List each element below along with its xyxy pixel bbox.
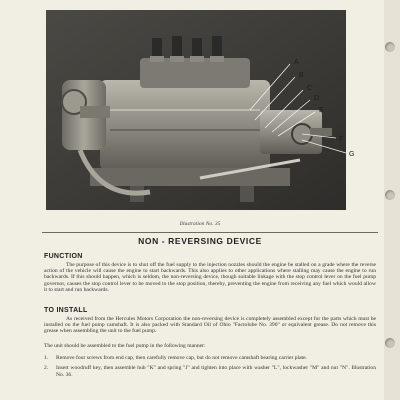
assembly-steps (44, 355, 376, 382)
callout-d: D (314, 95, 320, 102)
step-number: 2. (44, 365, 49, 372)
binder-hole (385, 42, 395, 52)
pump-body (100, 80, 270, 170)
install-paragraph: As received from the Hercules Motors Corporation the non-reversing device is completely assembled except for the parts which must be installed on the fuel pump camshaft. It is also packed with Standard Oil of Ohio "Factolube No. 390" or equivalent grease. Do not remove this grease when assembling the unit to the fuel pump. (44, 316, 376, 335)
binder-margin (384, 0, 400, 400)
function-heading: FUNCTION (44, 253, 83, 260)
step-text: Insert woodruff key, then assemble hub "K" and spring "J" and tighten into place with washer "L", lockwasher "M" and nut "N". Illustration No. 36. (56, 365, 376, 378)
callout-e: E (319, 107, 324, 114)
install-heading: TO INSTALL (44, 307, 88, 314)
callout-c: C (307, 85, 313, 92)
fuel-pump-illustration (40, 10, 360, 210)
binder-hole (385, 338, 395, 348)
step-item (44, 365, 376, 378)
figure-caption: Illustration No. 35 (179, 221, 221, 227)
callout-g: G (349, 151, 355, 158)
binder-hole (385, 190, 395, 200)
step-number: 1. (44, 355, 49, 361)
callout-b: B (299, 72, 304, 79)
step-text: Remove four screws from end cap, then carefully remove cap, but do not remove camshaft bearing carrier plate. (56, 355, 307, 361)
function-paragraph: The purpose of this device is to shut off the fuel supply to the injection nozzles should the engine be stalled on a grade where the reverse action of the vehicle will cause the engine to start backwards. This also applies to other applications where stalling may cause the engine to run backwards. If this should happen, which is seldom, the non-reversing device, though suitable linkage with the stop control lever on the fuel pump governor, causes the stop control lever to be moved to the stop position, thereby, preventing the engine from receiving any fuel which would allow it to start and run backwards. (44, 262, 376, 293)
section-divider (42, 232, 378, 233)
step-item (44, 355, 376, 361)
assembly-note: The unit should be assembled to the fuel pump in the following manner: (44, 343, 206, 349)
callout-f: F (339, 136, 344, 143)
callout-a: A (294, 59, 299, 66)
section-title: NON - REVERSING DEVICE (138, 236, 262, 246)
